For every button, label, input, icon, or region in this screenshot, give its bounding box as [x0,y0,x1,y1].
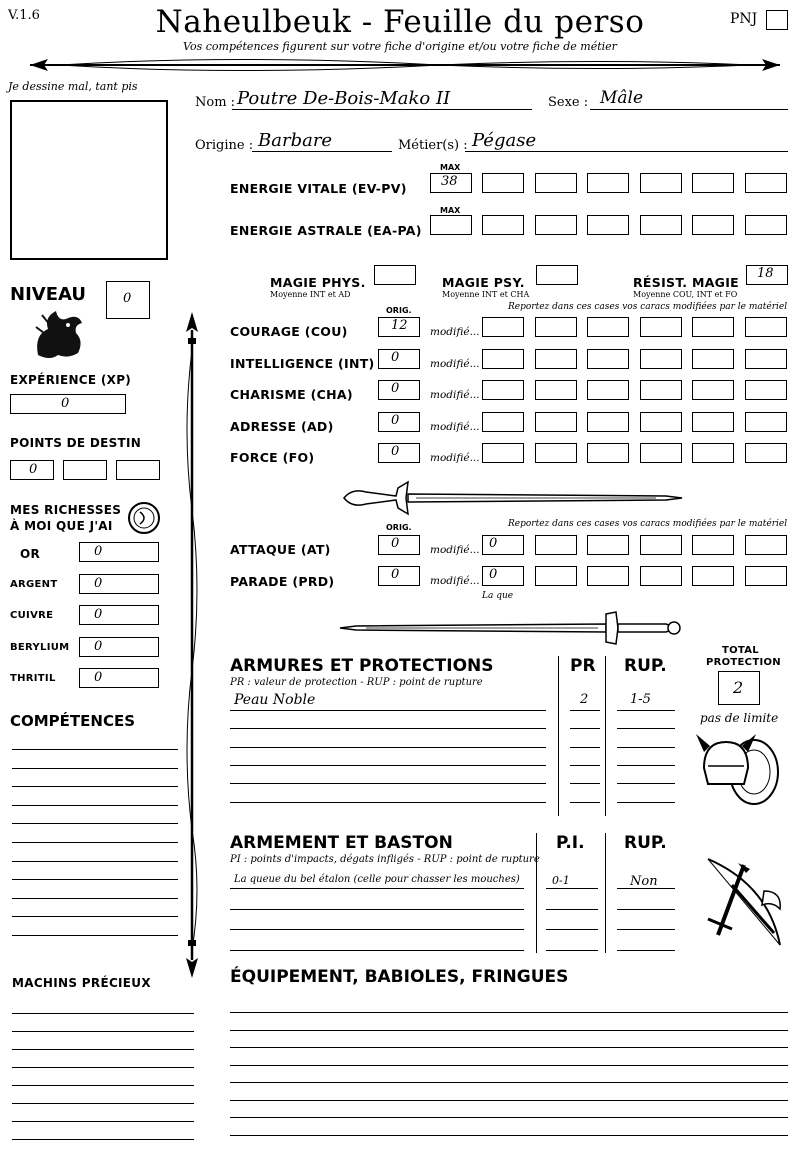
competence-line[interactable] [12,805,178,806]
xp-box[interactable] [10,394,126,414]
magie-psy-cell[interactable] [536,265,578,285]
armement-title: ARMEMENT ET BASTON [230,833,453,853]
destin-box-3[interactable] [116,460,160,480]
resist-magie-cell[interactable] [746,265,788,285]
ev-cell-4[interactable] [640,173,682,193]
competence-line[interactable] [12,749,178,750]
ev-max-cell[interactable] [430,173,472,193]
carac-mod-cell-2-3[interactable] [640,380,682,400]
attaque-mod-cell-5[interactable] [745,535,787,555]
parade-mod-cell-5[interactable] [745,566,787,586]
magie-psy-note: Moyenne INT et CHA [442,290,530,299]
carac-mod-cell-0-2[interactable] [587,317,629,337]
carac-orig-cell-1[interactable] [378,349,420,369]
destin-label: POINTS DE DESTIN [10,436,142,450]
parade-orig-cell[interactable] [378,566,420,586]
carac-mod-cell-3-2[interactable] [587,412,629,432]
equipement-title: ÉQUIPEMENT, BABIOLES, FRINGUES [230,967,569,987]
xp-label: EXPÉRIENCE (XP) [10,373,132,387]
carac-orig-value-3: 0 [391,412,400,428]
richesse-label-2: CUIVRE [10,610,54,621]
ev-cell-3[interactable] [587,173,629,193]
carac-label-4: FORCE (FO) [230,450,315,465]
carac-mod-cell-3-3[interactable] [640,412,682,432]
arme-pi-line[interactable] [546,929,598,930]
richesse-value-0: 0 [94,544,103,559]
parade-label: PARADE (PRD) [230,574,335,589]
arme-pi-0: 0-1 [552,874,570,887]
pnj-label: PNJ [730,11,758,27]
competences-label: COMPÉTENCES [10,712,136,730]
total-protection-box[interactable] [718,671,760,705]
ev-cell-1[interactable] [482,173,524,193]
richesse-label-3: BERYLIUM [10,641,70,653]
competence-line[interactable] [12,879,178,880]
carac-mod-cell-1-2[interactable] [587,349,629,369]
carac-mod-cell-0-1[interactable] [535,317,577,337]
armure-line[interactable] [230,747,546,748]
ea-cell-2[interactable] [535,215,577,235]
carac-mod-cell-3-4[interactable] [692,412,734,432]
competence-line[interactable] [12,786,178,787]
magie-phys-label: MAGIE PHYS. [270,275,366,290]
carac-mod-cell-2-0[interactable] [482,380,524,400]
richesse-box-4[interactable] [79,668,159,688]
carac-orig-cell-4[interactable] [378,443,420,463]
nom-value[interactable]: Poutre De-Bois-Mako II [237,88,451,109]
richesse-value-2: 0 [94,607,103,622]
parade-orig-value: 0 [391,567,400,582]
carac-mod-cell-4-4[interactable] [692,443,734,463]
armure-pr-line[interactable] [570,802,600,803]
ev-cell-6[interactable] [745,173,787,193]
armure-line[interactable] [230,765,546,766]
arme-pi-line[interactable] [546,950,598,951]
metier-value[interactable]: Pégase [472,130,537,151]
richesse-value-3: 0 [94,638,103,654]
niveau-value: 0 [123,291,132,306]
armure-pr-line[interactable] [570,728,600,729]
carac-mod-cell-4-3[interactable] [640,443,682,463]
richesse-box-2[interactable] [79,605,159,625]
competence-line[interactable] [12,916,178,917]
destin-value-1: 0 [29,462,38,477]
equipement-line[interactable] [230,1117,788,1118]
sword-icon-2 [336,608,686,648]
carac-mod-cell-2-1[interactable] [535,380,577,400]
arme-rup-line[interactable] [617,909,675,910]
origine-value[interactable]: Barbare [258,130,333,151]
niveau-label: NIVEAU [10,284,86,305]
ev-max-label: MAX [440,163,461,172]
carac-mod-cell-1-0[interactable] [482,349,524,369]
armure-pr-line[interactable] [570,765,600,766]
carac-modifie-label-2: modifié... [430,389,480,401]
armure-pr-0: 2 [580,692,589,707]
richesse-value-4: 0 [94,670,103,685]
carac-note: Reportez dans ces cases vos caracs modifiées par le matériel [508,302,788,312]
page-subtitle: Vos compétences figurent sur votre fiche d'origine et/ou votre fiche de métier [183,40,617,53]
arme-rup-line[interactable] [617,950,675,951]
richesse-label-1: ARGENT [10,578,58,590]
carac-modifie-label-0: modifié... [430,326,480,338]
total-protection-label-2: PROTECTION [706,657,781,668]
carac-mod-cell-4-5[interactable] [745,443,787,463]
attaque-mod-value: 0 [489,536,498,551]
parade-mod-cell-1[interactable] [535,566,577,586]
carac-mod-cell-3-1[interactable] [535,412,577,432]
ea-max-label: MAX [440,206,461,215]
parade-mod-cell-2[interactable] [587,566,629,586]
carac-mod-cell-3-0[interactable] [482,412,524,432]
sword-icon-1 [336,478,686,518]
machin-line[interactable] [12,1103,194,1104]
armure-rup-line[interactable] [617,728,675,729]
carac-mod-cell-2-2[interactable] [587,380,629,400]
armure-pr-line[interactable] [570,710,600,711]
combat-hand-note: La que [482,591,514,601]
armure-rup-line[interactable] [617,710,675,711]
pnj-checkbox[interactable] [766,10,788,30]
page-title: Naheulbeuk - Feuille du perso [155,4,645,40]
richesse-value-1: 0 [94,575,103,591]
carac-label-3: ADRESSE (AD) [230,418,334,434]
arme-name-0: La queue du bel étalon (celle pour chasser les mouches) [234,874,520,885]
carac-mod-cell-1-1[interactable] [535,349,577,369]
ev-max-value: 38 [441,174,458,189]
carac-orig-cell-0[interactable] [378,317,420,337]
carac-mod-cell-4-0[interactable] [482,443,524,463]
parade-mod-cell-3[interactable] [640,566,682,586]
combat-orig-label: ORIG. [386,523,412,532]
armure-rup-line[interactable] [617,802,675,803]
machin-line[interactable] [12,1031,194,1032]
dragon-icon [30,305,86,361]
carac-mod-cell-4-1[interactable] [535,443,577,463]
machin-line[interactable] [12,1013,194,1014]
machin-line[interactable] [12,1067,194,1068]
richesses-label-1: MES RICHESSES [10,503,122,517]
machin-line[interactable] [12,1139,194,1140]
attaque-orig-cell[interactable] [378,535,420,555]
carac-orig-value-2: 0 [391,381,400,396]
arme-pi-line[interactable] [546,888,598,889]
competence-line[interactable] [12,768,178,769]
ea-cell-5[interactable] [692,215,734,235]
armure-line[interactable] [230,728,546,729]
competence-line[interactable] [12,898,178,899]
sexe-value[interactable]: Mâle [600,88,644,108]
parade-mod-value: 0 [489,567,498,582]
sexe-label: Sexe : [548,95,589,110]
arme-rup-line[interactable] [617,929,675,930]
armure-pr-line[interactable] [570,747,600,748]
arme-pi-line[interactable] [546,909,598,910]
carac-mod-cell-1-3[interactable] [640,349,682,369]
carac-mod-cell-0-5[interactable] [745,317,787,337]
resist-magie-value: 18 [757,266,774,281]
ea-cell-6[interactable] [745,215,787,235]
machins-label: MACHINS PRÉCIEUX [12,976,151,990]
carac-mod-cell-1-4[interactable] [692,349,734,369]
resist-magie-note: Moyenne COU, INT et FO [633,290,738,299]
carac-label-0: COURAGE (COU) [230,324,348,339]
carac-mod-cell-0-3[interactable] [640,317,682,337]
richesse-box-1[interactable] [79,574,159,594]
machin-line[interactable] [12,1121,194,1122]
carac-modifie-label-3: modifié... [430,420,480,433]
coin-icon [126,500,162,536]
carac-orig-label: ORIG. [386,306,412,315]
carac-mod-cell-0-0[interactable] [482,317,524,337]
helmet-shield-icon [694,728,784,808]
armure-pr-line[interactable] [570,783,600,784]
equipement-line[interactable] [230,1100,788,1101]
portrait-box[interactable] [10,100,168,260]
competence-line[interactable] [12,842,178,843]
ev-label: ENERGIE VITALE (EV-PV) [230,181,407,196]
armement-pi-header: P.I. [556,833,585,853]
attaque-mod-cell-1[interactable] [535,535,577,555]
armement-desc: PI : points d'impacts, dégats infligés - RUP : point de rupture [230,854,540,865]
armure-line[interactable] [230,802,546,803]
arme-line[interactable] [230,950,524,951]
attaque-mod-cell[interactable] [482,535,524,555]
richesse-box-3[interactable] [79,637,159,657]
limit-note: pas de limite [700,711,779,725]
magie-phys-cell[interactable] [374,265,416,285]
richesse-label-0: OR [20,547,41,561]
arme-line[interactable] [230,888,524,889]
header-spear-icon [20,55,790,75]
equipement-line[interactable] [230,1065,788,1066]
magie-psy-label: MAGIE PSY. [442,275,525,290]
niveau-box[interactable] [106,281,150,319]
richesses-label-2: À MOI QUE J'AI [10,519,113,533]
origine-label: Origine : [195,138,254,153]
armure-rup-line[interactable] [617,783,675,784]
carac-orig-value-4: 0 [391,444,400,459]
attaque-modifie-label: modifié... [430,544,480,556]
attaque-mod-cell-4[interactable] [692,535,734,555]
combat-note: Reportez dans ces cases vos caracs modifiées par le matériel [508,519,788,529]
carac-orig-cell-3[interactable] [378,412,420,432]
armure-line[interactable] [230,710,546,711]
carac-mod-cell-4-2[interactable] [587,443,629,463]
destin-box-2[interactable] [63,460,107,480]
armures-title: ARMURES ET PROTECTIONS [230,656,494,676]
carac-mod-cell-3-5[interactable] [745,412,787,432]
carac-mod-cell-1-5[interactable] [745,349,787,369]
attaque-orig-value: 0 [391,536,400,551]
carac-label-2: CHARISME (CHA) [230,387,353,402]
equipement-line[interactable] [230,1047,788,1048]
equipement-line[interactable] [230,1082,788,1083]
magie-phys-note: Moyenne INT et AD [270,290,351,299]
carac-mod-cell-0-4[interactable] [692,317,734,337]
attaque-mod-cell-3[interactable] [640,535,682,555]
armure-line[interactable] [230,783,546,784]
ea-cell-4[interactable] [640,215,682,235]
armure-name-0: Peau Noble [234,692,316,708]
carac-mod-cell-2-4[interactable] [692,380,734,400]
carac-orig-value-0: 12 [391,318,408,333]
version-label: V.1.6 [8,8,40,23]
total-protection-label-1: TOTAL [722,645,759,656]
destin-box-1[interactable] [10,460,54,480]
carac-orig-value-1: 0 [391,349,400,365]
attaque-mod-cell-2[interactable] [587,535,629,555]
richesse-label-4: THRITIL [10,673,56,684]
arme-line[interactable] [230,929,524,930]
metier-label: Métier(s) : [398,138,468,153]
competence-line[interactable] [12,823,178,824]
equipement-line[interactable] [230,1030,788,1031]
armures-rup-header: RUP. [624,656,667,676]
attaque-label: ATTAQUE (AT) [230,542,331,557]
arme-rup-0: Non [630,874,658,889]
carac-orig-cell-2[interactable] [378,380,420,400]
xp-value: 0 [61,396,70,411]
armures-pr-header: PR [570,656,596,676]
competence-line[interactable] [12,861,178,862]
ea-cell-3[interactable] [587,215,629,235]
nom-label: Nom : [195,95,236,110]
equipement-line[interactable] [230,1135,788,1136]
machin-line[interactable] [12,1049,194,1050]
total-protection-value: 2 [733,678,744,697]
ev-cell-2[interactable] [535,173,577,193]
ea-max-cell[interactable] [430,215,472,235]
equipement-line[interactable] [230,1012,788,1013]
machin-line[interactable] [12,1085,194,1086]
ea-label: ENERGIE ASTRALE (EA-PA) [230,223,422,238]
parade-mod-cell-4[interactable] [692,566,734,586]
armure-rup-line[interactable] [617,765,675,766]
arme-line[interactable] [230,909,524,910]
parade-modifie-label: modifié... [430,575,480,587]
carac-modifie-label-1: modifié... [430,357,480,370]
portrait-caption: Je dessine mal, tant pis [8,80,138,93]
carac-mod-cell-2-5[interactable] [745,380,787,400]
spear-icon [180,310,204,980]
weapons-icon [688,855,788,950]
competence-line[interactable] [12,935,178,936]
ea-cell-1[interactable] [482,215,524,235]
resist-magie-label: RÉSIST. MAGIE [633,275,740,290]
parade-mod-cell[interactable] [482,566,524,586]
armure-rup-line[interactable] [617,747,675,748]
armures-desc: PR : valeur de protection - RUP : point de rupture [230,677,483,688]
armure-rup-0: 1-5 [630,692,651,707]
carac-modifie-label-4: modifié... [430,452,480,464]
armement-rup-header: RUP. [624,833,667,853]
ev-cell-5[interactable] [692,173,734,193]
carac-label-1: INTELLIGENCE (INT) [230,355,375,371]
richesse-box-0[interactable] [79,542,159,562]
